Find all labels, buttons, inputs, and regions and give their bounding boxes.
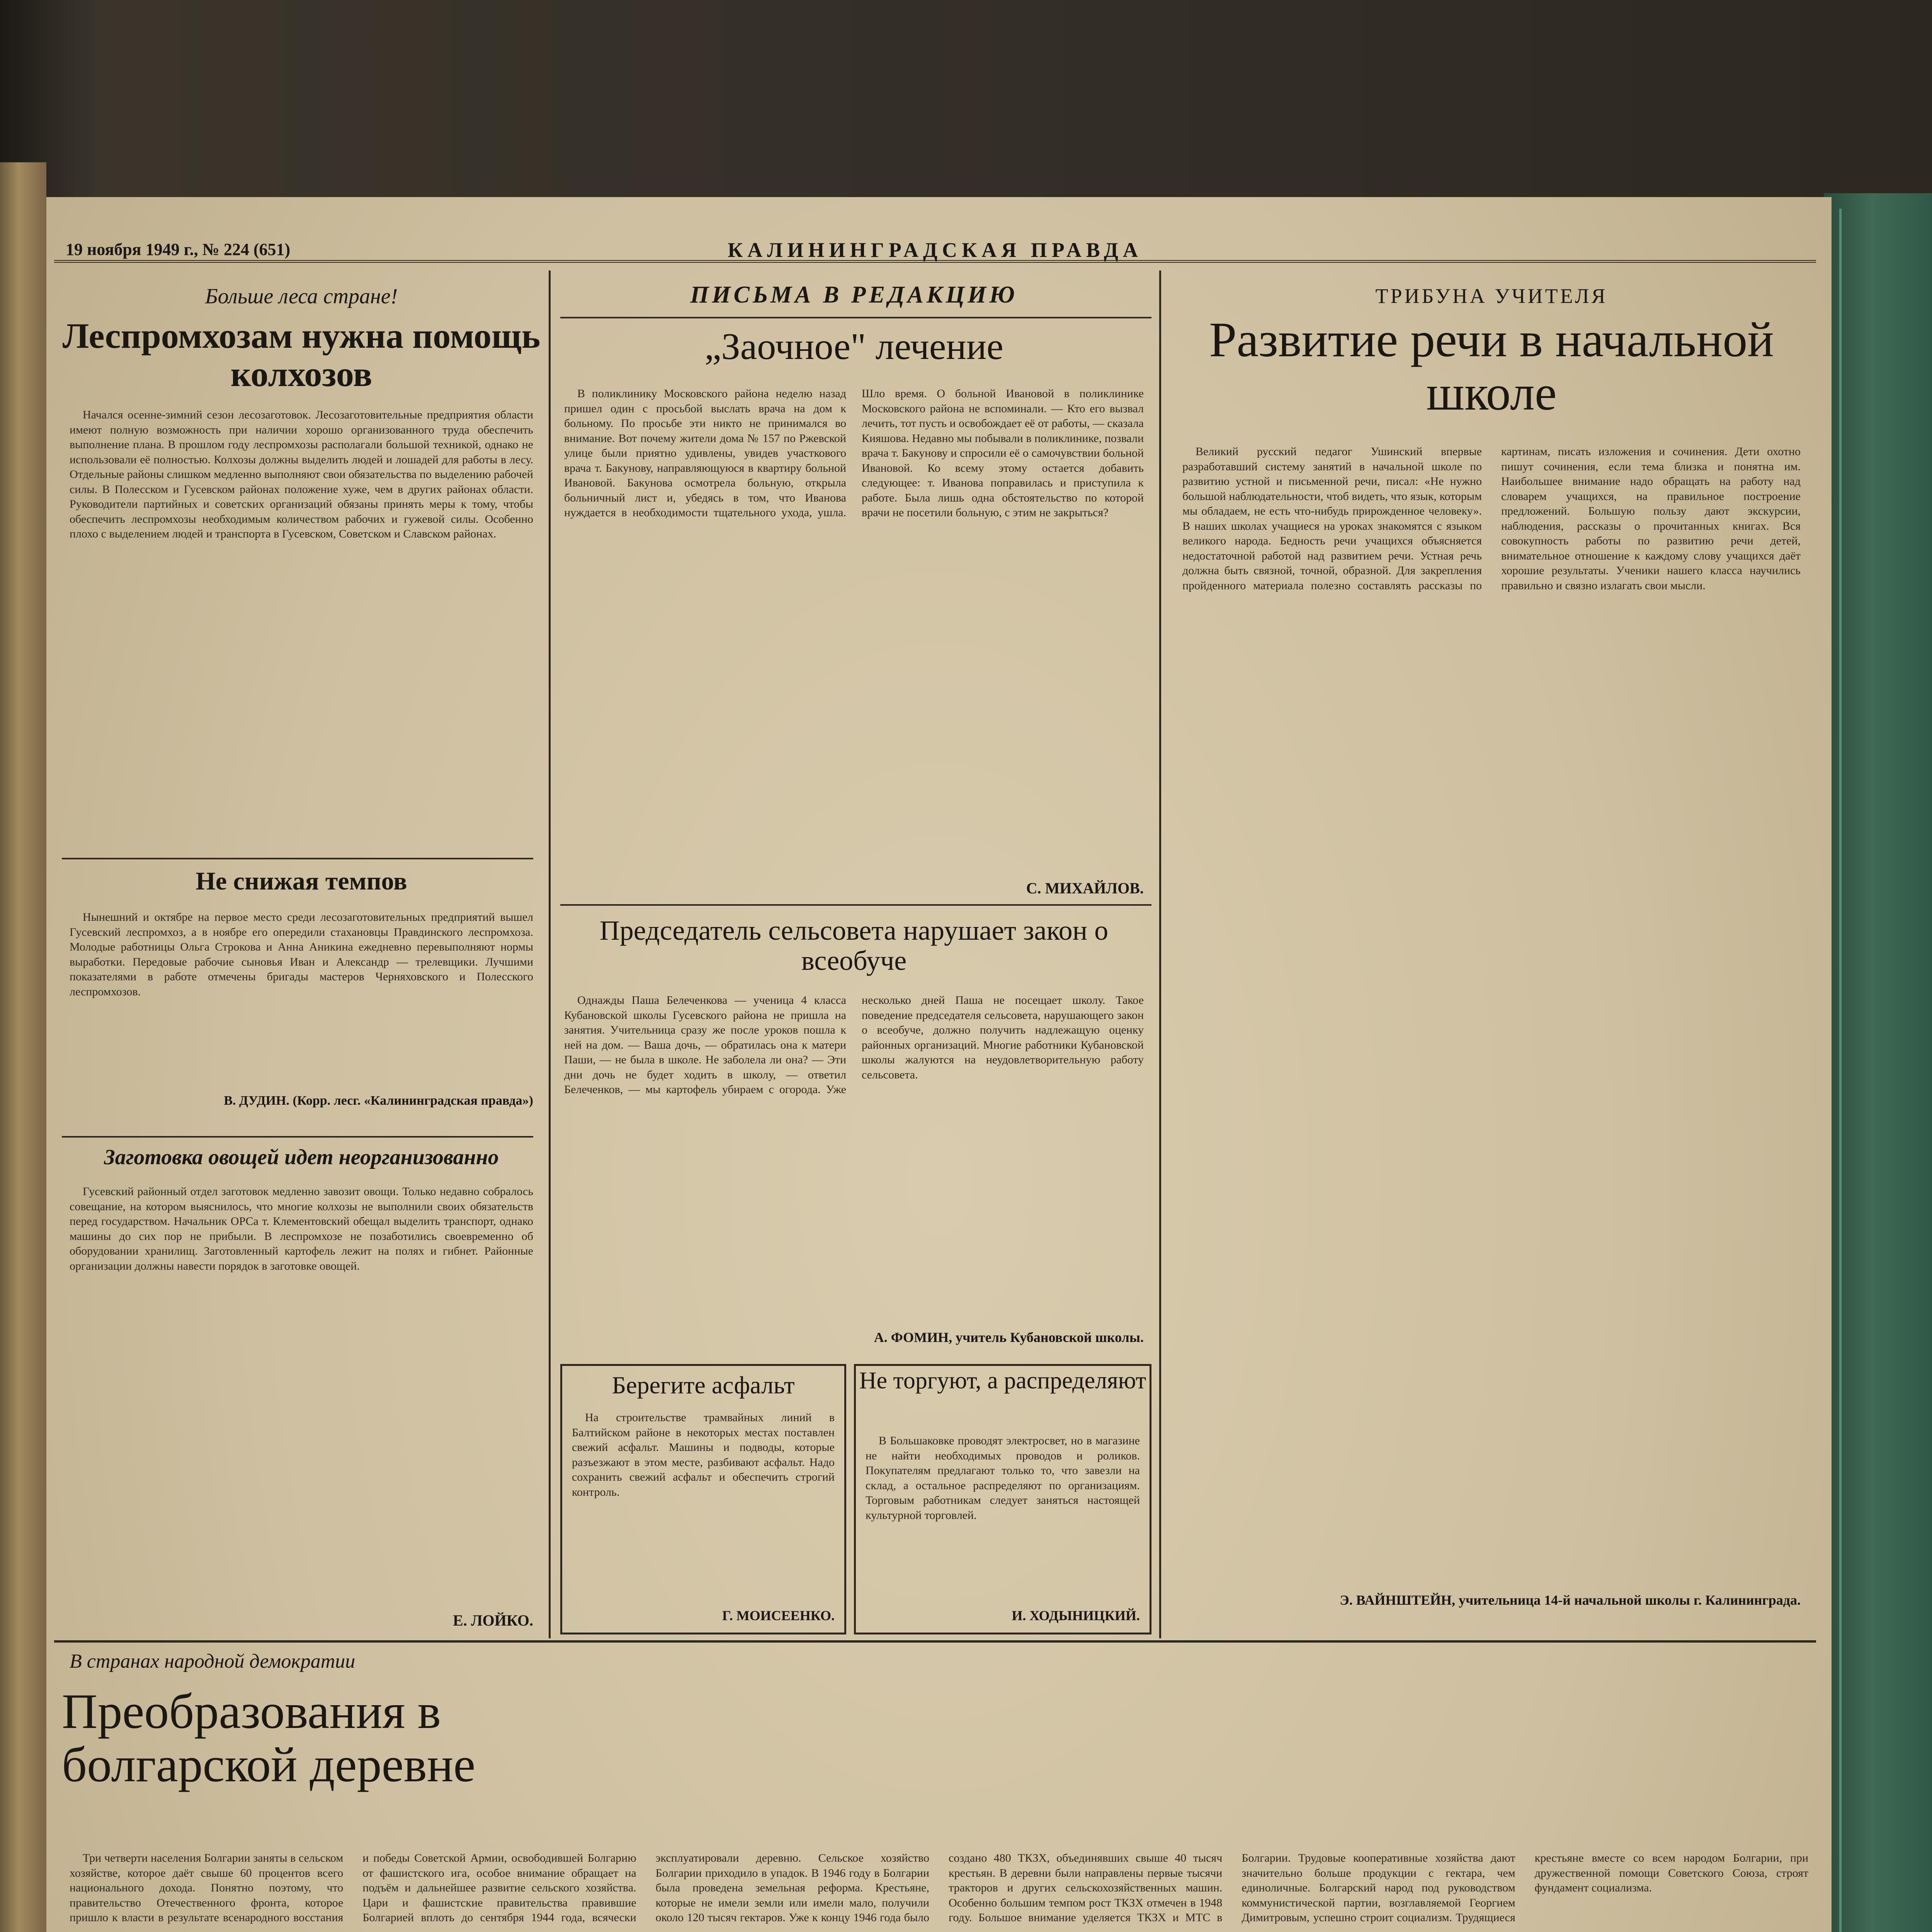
chairman-byline: А. ФОМИН, учитель Кубановской школы.: [874, 1330, 1144, 1345]
forest-sub-body: [70, 910, 533, 1088]
letters-byline: С. МИХАЙЛОВ.: [1026, 879, 1144, 897]
rule: [62, 858, 533, 859]
masthead: [54, 236, 1816, 263]
chairman-text: Однажды Паша Белеченкова — ученица 4 класса Кубановской школы Гусевского района не пришла на занятия. Учительница сразу же после уроков пошла к ней на дом. — Ваша дочь, — обратилась она к матери Паши, — не была в школе. Не заболела ли она? — Эти дни дочь не будет ходить в школу, — ответил Белеченков, — мы картофель убираем с огорода. Уже несколько дней Паша не посещает школу. Такое поведение председателя сельсовета, нарушающего закон о всеобуче, должно получить надлежащую оценку районных организаций. Многие работники Кубановской школы жалуются на неудовлетворительную работу сельсовета.: [564, 994, 1144, 1096]
forest-sub-text: Нынешний и октябре на первое место среди лесозаготовительных предприятий вышел Гусевский леспромхоз, а в ноябре его опередили стахановцы Правдинского леспромхоза. Молодые работницы Ольга Строкова и Анна Аникина ежедневно перевыполняют нормы выработки. Передовые рабочие сыновья Иван и Александр — трелевщики. Лучшими показателями в работе отмечены бригады мастеров Черняховского и Полесского леспромхозов.: [70, 911, 533, 998]
forest-headline: Леспромхозам нужна помощь колхозов: [62, 316, 541, 394]
rule: [560, 317, 1151, 318]
teacher-byline: Э. ВАЙНШТЕЙН, учительница 14-й начальной школы г. Калининграда.: [1340, 1592, 1801, 1608]
bulgaria-headline: Преобразования в болгарской деревне: [62, 1684, 476, 1793]
chairman-body: [564, 993, 1144, 1321]
asphalt-text: На строительстве трамвайных линий в Балтийском районе в некоторых местах поставлен свежий асфальт. Машины и подводы, которые разъезжают в этом месте, разбивают асфальт. Надо сохранить свежий асфальт и обеспечить строгий контроль.: [572, 1411, 835, 1498]
letters-section-title: ПИСЬМА В РЕДАКЦИЮ: [690, 282, 1018, 308]
chairman-headline: Председатель сельсовета нарушает закон о всеобуче: [599, 915, 1109, 976]
bulgaria-body: [70, 1851, 1808, 1932]
rule: [62, 1136, 533, 1138]
vegetables-body: [70, 1184, 533, 1602]
column-divider: [1159, 270, 1161, 1638]
issue-date: 19 ноября 1949 г., № 224 (651): [66, 240, 291, 259]
binder-cover-edge: [1839, 209, 1932, 1932]
bulgaria-kicker: В странах народной демократии: [70, 1650, 355, 1672]
trade-body: [866, 1434, 1140, 1600]
forest-kicker: Больше леса стране!: [205, 284, 398, 308]
binding-spine: [0, 162, 46, 1932]
newspaper-page: [46, 197, 1832, 1932]
teacher-body: [1182, 444, 1801, 1588]
forest-article-body: [70, 408, 533, 852]
vegetables-text: Гусевский районный отдел заготовок медленно завозит овощи. Только недавно собралось совещание, на котором выяснилось, что многие колхозы не выполнили своих обязательств перед государством. Начальник ОРСа т. Клементовский обещал выделить транспорт, однако машины до сих пор не прибыли. В леспромхозе не позаботились своевременно об оборудовании хранилищ. Заготовленный картофель лежит на полях и гибнет. Районные организации должны навести порядок в заготовке овощей.: [70, 1185, 533, 1272]
asphalt-body: [572, 1410, 835, 1596]
vegetables-byline: Е. ЛОЙКО.: [453, 1612, 533, 1629]
teacher-text: Великий русский педагог Ушинский впервые разработавший систему занятий в начальной школе по развитию устной и письменной речи, писал: «Не нужно большой наблюдательности, чтоб видеть, что язык, которым мы обладаем, не есть что-нибудь прирожденное человеку». В наших школах учащиеся на уроках знакомятся с языком великого народа. Бедность речи учащихся объясняется недостаточной работой над развитием речи. Устная речь должна быть связной, точной, образной. Для закрепления пройденного материала полезно составлять рассказы по картинам, писать изложения и сочинения. Дети охотно пишут сочинения, если тема близка и понятна им. Наибольшее внимание надо обращать на работу над словарем учащихся, на правильное построение предложений. Большую пользу дают экскурсии, наблюдения, рассказы о прочитанных книгах. Вся совокупность работы по развитию речи детей, внимательное отношение к каждому слову учащихся даёт хорошие результаты. Ученики нашего класса научились правильно и связно излагать свои мысли.: [1182, 445, 1801, 592]
rule: [560, 904, 1151, 906]
trade-byline: И. ХОДЫНИЦКИЙ.: [1012, 1608, 1140, 1623]
forest-sub-headline: Не снижая темпов: [196, 867, 407, 895]
trade-text: В Большаковке проводят электросвет, но в магазине не найти необходимых проводов и роликов. Покупателям предлагают только то, что завезли на склад, а остальное распределяют по организациям. Торговым работникам следует заняться настоящей культурной торговлей.: [866, 1434, 1140, 1522]
teacher-headline: Развитие речи в начальной школе: [1209, 312, 1774, 421]
bulgaria-text: Три четверти населения Болгарии заняты в сельском хозяйстве, которое даёт свыше 60 процентов всего национального дохода. Понятно поэтому, что правительство Отечественного фронта, которое пришло к власти в результате всенародного восстания и победы Советской Армии, освободившей Болгарию от фашистского ига, особое внимание обращает на подъём и дальнейшее развитие сельского хозяйства. Цари и фашистские правительства правившие Болгарией вплоть до сентября 1944 года, всячески эксплуатировали деревню. Сельское хозяйство Болгарии приходило в упадок. В 1946 году в Болгарии была проведена земельная реформа. Крестьяне, которые не имели земли или имели мало, получили около 120 тысяч гектаров. Уже к концу 1946 года было создано 480 ТКЗХ, объединявших свыше 40 тысяч крестьян. В деревни были направлены первые тысячи тракторов и других сельскохозяйственных машин. Особенно большим темпом рост ТКЗХ отмечен в 1948 году. Большое внимание уделяется ТКЗХ и МТС в Болгарии. Трудовые кооперативные хозяйства дают значительно больше продукции с гектара, чем единоличные. Болгарский народ под руководством коммунистической партии, возглавляемой Георгием Димитровым, успешно строит социализм. Трудящиеся крестьяне вместе со всем народом Болгарии, при дружественной помощи Советского Союза, строят фундамент социализма.: [70, 1852, 1808, 1924]
asphalt-headline: Берегите асфальт: [612, 1371, 795, 1399]
section-divider: [54, 1640, 1816, 1643]
teacher-kicker: ТРИБУНА УЧИТЕЛЯ: [1375, 284, 1608, 308]
letters-body: [564, 386, 1144, 869]
trade-headline: Не торгуют, а распределяют: [859, 1367, 1146, 1394]
letters-text: В поликлинику Московского района неделю назад пришел один с просьбой выслать врача на дом к больному. По просьбе эти никто не принимался во внимание. Вот почему жители дома № 157 по Ржевской улице были приятно удивлены, увидев участкового врача т. Бакунову, направляющуюся в квартиру больной Ивановой. Бакунова осмотрела больную, открыла больничный лист и, убедясь в том, что Иванова нуждается в необходимости тщательного ухода, ушла. Шло время. О больной Ивановой в поликлинике Московского района не вспоминали. — Кто его вызвал лечить, тот пусть и освобождает её от работы, — сказала Кияшова. Недавно мы побывали в поликлинике, позвали врача т. Бакунову и спросили её о самочувствии больной Ивановой. Ко всему этому остается добавить следующее: т. Иванова поправилась и приступила к работе. Была лишь одна обстоятельство по которой врачи не посетили больную, с этим не закрыться?: [564, 387, 1144, 519]
forest-body-text: Начался осенне-зимний сезон лесозаготовок. Лесозаготовительные предприятия области имеют полную возможность при наличии хорошо организованного труда обеспечить выполнение плана. В прошлом году леспромхозы располагали большой техникой, однако не использовали её полностью. Колхозы должны выделить людей и лошадей для работы в лесу. Отдельные районы слишком медленно выполняют свои обязательства по выделению рабочей силы. В Полесском и Гусевском районах положение хуже, чем в других районах области. Руководители партийных и советских организаций обязаны принять меры к тому, чтобы обеспечить леспромхозы необходимым количеством рабочих и гужевой силы. Особенно плохо с выделением людей и транспорта в Гусевском, Советском и Славском районах.: [70, 408, 533, 540]
letters-headline: „Заочное" лечение: [704, 326, 1003, 367]
newspaper-title: КАЛИНИНГРАДСКАЯ ПРАВДА: [728, 238, 1143, 262]
asphalt-byline: Г. МОИСЕЕНКО.: [722, 1608, 835, 1623]
column-divider: [549, 270, 551, 1638]
vegetables-headline: Заготовка овощей идет неорганизованно: [104, 1145, 499, 1169]
forest-sub-byline: В. ДУДИН. (Корр. лесг. «Калининградская правда»): [224, 1094, 533, 1108]
